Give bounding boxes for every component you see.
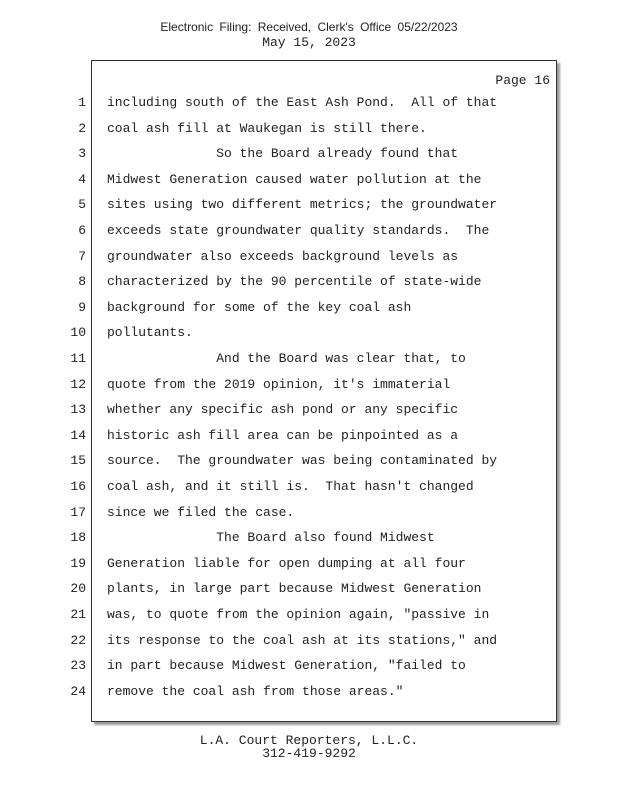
line-number: 22 [70,632,86,648]
transcript-line: since we filed the case. [107,504,295,520]
transcript-line: including south of the East Ash Pond. All of that [107,95,498,110]
footer-phone: 312-419-9292 [262,746,356,761]
transcript-line: And the Board was clear that, to [107,351,466,366]
line-number: 9 [78,299,86,315]
transcript-line: historic ash fill area can be pinpointed as a [107,427,459,443]
transcript-line: Generation liable for open dumping at all four [107,555,466,571]
line-number: 15 [70,453,86,469]
page-number: Page 16 [495,73,550,88]
line-number: 18 [70,530,86,546]
line-number: 8 [78,274,86,290]
transcript-line: source. The groundwater was being contaminated by [107,453,498,469]
transcript-date: May 15, 2023 [262,35,356,50]
line-number: 21 [70,607,86,622]
line-number: 19 [70,555,86,571]
line-number: 6 [78,223,86,238]
line-number: 1 [78,95,86,110]
transcript-line: remove the coal ash from those areas." [107,683,404,699]
transcript-line: coal ash fill at Waukegan is still there. [107,120,427,136]
line-number: 13 [70,402,86,418]
transcript-line: groundwater also exceeds background levels as [107,248,459,264]
line-number: 14 [70,427,86,443]
line-number: 3 [78,146,86,162]
line-number: 17 [70,504,86,520]
line-number: 20 [70,581,86,597]
line-number: 5 [78,197,86,213]
transcript-line: was, to quote from the opinion again, "passive in [107,607,490,622]
line-number: 11 [70,351,86,366]
transcript-line: exceeds state groundwater quality standards. The [107,223,490,238]
transcript-line: sites using two different metrics; the groundwater [107,197,498,213]
transcript-line: coal ash, and it still is. That hasn't changed [107,479,474,494]
transcript-line: characterized by the 90 percentile of state-wide [107,274,482,290]
transcript-line: The Board also found Midwest [107,530,435,546]
transcript-line: So the Board already found that [107,146,459,162]
line-number: 2 [78,120,86,136]
transcript-line: whether any specific ash pond or any specific [107,402,459,418]
line-number: 7 [78,248,86,264]
transcript-line: quote from the 2019 opinion, it's immaterial [107,376,451,392]
transcript-line: plants, in large part because Midwest Generation [107,581,482,597]
transcript-line: in part because Midwest Generation, "failed to [107,658,466,674]
line-number: 12 [70,376,86,392]
line-number: 10 [70,325,86,341]
line-number: 16 [70,479,86,494]
line-number: 4 [78,171,86,187]
transcript-line: Midwest Generation caused water pollution at the [107,171,482,187]
footer-company: L.A. Court Reporters, L.L.C. [199,733,419,748]
transcript-line: pollutants. [107,325,193,341]
line-number: 23 [70,658,86,674]
line-number: 24 [70,683,86,699]
transcript-line: background for some of the key coal ash [107,299,412,315]
filing-stamp: Electronic Filing: Received, Clerk's Office 05/22/2023 [160,20,458,34]
transcript-line: its response to the coal ash at its stations," and [107,632,498,648]
